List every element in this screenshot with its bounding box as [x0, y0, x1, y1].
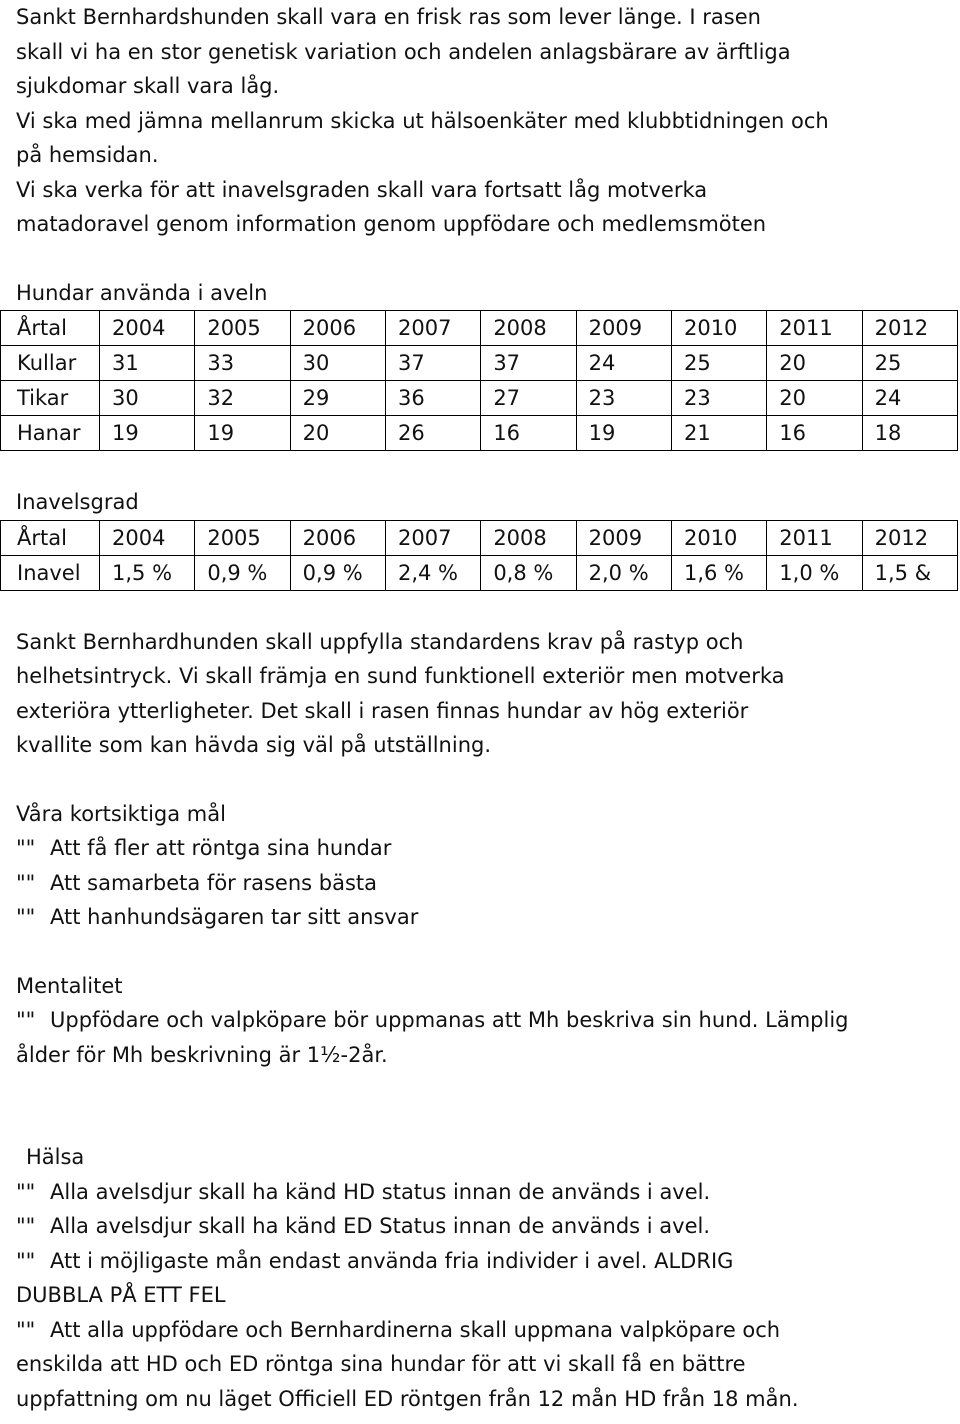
row-label-cell: Årtal [1, 520, 100, 555]
table-cell: 2,4 % [385, 555, 480, 590]
standard-line: Sankt Bernhardhunden skall uppfylla standardens krav på rastyp och [16, 629, 744, 654]
table-cell: 37 [385, 346, 480, 381]
table-cell: 2008 [481, 520, 576, 555]
table-cell: 26 [385, 416, 480, 451]
intro-line: matadoravel genom information genom uppfödare och medlemsmöten [16, 212, 767, 236]
goal-text: Att hanhundsägaren tar sitt ansvar [50, 905, 419, 929]
standard-line: helhetsintryck. Vi skall främja en sund funktionell exteriör men motverka [16, 664, 785, 688]
table-row [1, 381, 958, 416]
table-cell: 0,9 % [290, 555, 385, 590]
inbreeding-table [0, 520, 958, 591]
goals-heading: Våra kortsiktiga mål [16, 801, 226, 826]
quote-bullet-icon: "" [16, 870, 36, 895]
table-cell: 2006 [290, 520, 385, 555]
table-cell: 2011 [767, 520, 862, 555]
table-cell: 19 [100, 416, 195, 451]
table-cell: 30 [100, 381, 195, 416]
table-cell: 2007 [385, 311, 480, 346]
table-cell: 23 [671, 381, 766, 416]
table-cell: 19 [195, 416, 290, 451]
health-section [16, 1140, 956, 1416]
health-text: Att alla uppfödare och Bernhardinerna skall uppmana valpköpare och [50, 1317, 781, 1342]
table-cell: 2012 [862, 520, 957, 555]
intro-line: Vi ska verka för att inavelsgraden skall vara fortsatt låg motverka [16, 177, 708, 202]
health-line: enskilda att HD och ED röntga sina hundar för att vi skall få en bättre [16, 1352, 746, 1376]
table-cell: 2010 [671, 520, 766, 555]
health-line: DUBBLA PÅ ETT FEL [16, 1283, 226, 1307]
table-cell: 19 [576, 416, 671, 451]
table-cell: 20 [290, 416, 385, 451]
table-cell: 20 [767, 346, 862, 381]
mentality-item [16, 1003, 956, 1038]
table-cell: 2005 [195, 520, 290, 555]
standard-line: kvallite som kan hävda sig väl på utställning. [16, 733, 492, 757]
standard-section [16, 625, 956, 763]
goal-text: Att samarbeta för rasens bästa [50, 870, 378, 895]
table-row [1, 311, 958, 346]
table-row [1, 346, 958, 381]
standard-line: exteriöra ytterligheter. Det skall i rasen finnas hundar av hög exteriör [16, 698, 749, 723]
health-item [16, 1244, 956, 1279]
table-cell: 25 [671, 346, 766, 381]
table-cell: 24 [576, 346, 671, 381]
inbreeding-heading: Inavelsgrad [16, 490, 139, 514]
table-cell: 2009 [576, 311, 671, 346]
quote-bullet-icon: "" [16, 905, 36, 929]
spacer [16, 763, 956, 797]
mentality-section [16, 969, 956, 1073]
health-item [16, 1209, 956, 1244]
spacer [16, 451, 956, 485]
row-label-cell: Årtal [1, 311, 100, 346]
intro-section [16, 0, 956, 242]
goal-item [16, 900, 956, 935]
quote-bullet-icon: "" [16, 1317, 36, 1342]
breeding-table [0, 310, 958, 451]
row-label-cell: Tikar [1, 381, 100, 416]
intro-line: på hemsidan. [16, 143, 159, 167]
quote-bullet-icon: "" [16, 1008, 36, 1032]
table-cell: 16 [481, 416, 576, 451]
health-item [16, 1313, 956, 1348]
table-cell: 1,6 % [671, 555, 766, 590]
table-cell: 2005 [195, 311, 290, 346]
goal-text: Att få fler att röntga sina hundar [50, 836, 392, 860]
table-cell: 1,5 % [100, 555, 195, 590]
mentality-line: ålder för Mh beskrivning är 1½-2år. [16, 1042, 388, 1067]
row-label-cell: Kullar [1, 346, 100, 381]
spacer [16, 1072, 956, 1140]
table-cell: 25 [862, 346, 957, 381]
intro-line: sjukdomar skall vara låg. [16, 74, 280, 98]
table-cell: 31 [100, 346, 195, 381]
health-text: Alla avelsdjur skall ha känd HD status innan de används i avel. [50, 1179, 711, 1204]
breeding-heading: Hundar använda i aveln [16, 280, 268, 305]
table-cell: 23 [576, 381, 671, 416]
table-row [1, 555, 958, 590]
table-cell: 33 [195, 346, 290, 381]
document-page [16, 0, 956, 1416]
table-cell: 20 [767, 381, 862, 416]
health-heading: Hälsa [26, 1145, 85, 1169]
table-cell: 2007 [385, 520, 480, 555]
goal-item [16, 831, 956, 866]
quote-bullet-icon: "" [16, 836, 36, 860]
mentality-heading: Mentalitet [16, 973, 123, 998]
health-line: uppfattning om nu läget Officiell ED röntgen från 12 mån HD från 18 mån. [16, 1386, 799, 1411]
health-text: Att i möjligaste mån endast använda fria individer i avel. ALDRIG [50, 1248, 734, 1273]
quote-bullet-icon: "" [16, 1248, 36, 1273]
table-row [1, 416, 958, 451]
spacer [16, 242, 956, 276]
health-item [16, 1175, 956, 1210]
row-label-cell: Inavel [1, 555, 100, 590]
intro-line: skall vi ha en stor genetisk variation och andelen anlagsbärare av ärftliga [16, 39, 791, 64]
table-cell: 2012 [862, 311, 957, 346]
table-cell: 21 [671, 416, 766, 451]
table-cell: 2,0 % [576, 555, 671, 590]
table-cell: 2004 [100, 311, 195, 346]
table-cell: 37 [481, 346, 576, 381]
quote-bullet-icon: "" [16, 1214, 36, 1238]
row-label-cell: Hanar [1, 416, 100, 451]
table-cell: 29 [290, 381, 385, 416]
table-cell: 27 [481, 381, 576, 416]
quote-bullet-icon: "" [16, 1179, 36, 1204]
table-cell: 24 [862, 381, 957, 416]
intro-line: Sankt Bernhardshunden skall vara en frisk ras som lever länge. I rasen [16, 5, 761, 29]
table-cell: 2004 [100, 520, 195, 555]
spacer [16, 935, 956, 969]
table-cell: 2009 [576, 520, 671, 555]
intro-line: Vi ska med jämna mellanrum skicka ut hälsoenkäter med klubbtidningen och [16, 108, 829, 133]
table-cell: 2006 [290, 311, 385, 346]
table-cell: 36 [385, 381, 480, 416]
table-cell: 2011 [767, 311, 862, 346]
table-cell: 1,0 % [767, 555, 862, 590]
table-cell: 30 [290, 346, 385, 381]
health-text: Alla avelsdjur skall ha känd ED Status innan de används i avel. [50, 1214, 711, 1238]
goals-section [16, 797, 956, 935]
table-cell: 18 [862, 416, 957, 451]
table-cell: 2010 [671, 311, 766, 346]
table-row [1, 520, 958, 555]
goal-item [16, 866, 956, 901]
spacer [16, 591, 956, 625]
table-cell: 32 [195, 381, 290, 416]
table-cell: 2008 [481, 311, 576, 346]
table-cell: 1,5 & [862, 555, 957, 590]
table-cell: 0,9 % [195, 555, 290, 590]
table-cell: 0,8 % [481, 555, 576, 590]
mentality-text: Uppfödare och valpköpare bör uppmanas att Mh beskriva sin hund. Lämplig [50, 1008, 849, 1032]
table-cell: 16 [767, 416, 862, 451]
